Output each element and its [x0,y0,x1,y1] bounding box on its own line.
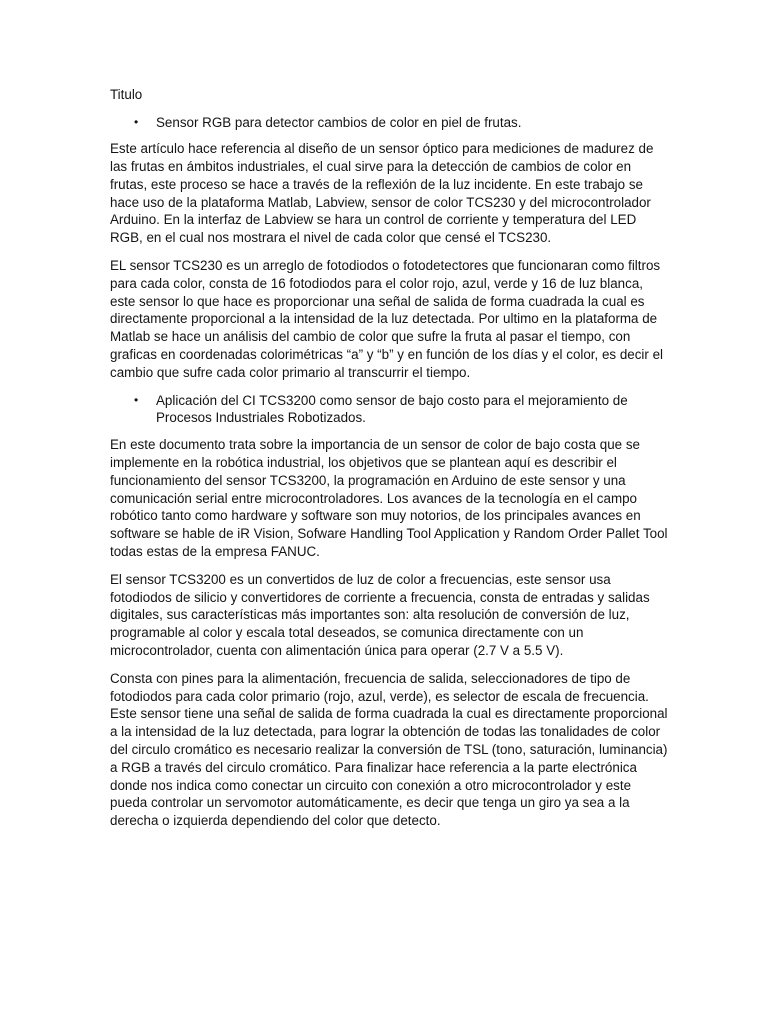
bullet-icon: • [134,114,139,129]
bullet-text-2: Aplicación del CI TCS3200 como sensor de bajo costo para el mejoramiento de Procesos Industriales Robotizados. [156,392,628,426]
bullet-text-1: Sensor RGB para detector cambios de color en piel de frutas. [156,114,522,130]
paragraph-2: EL sensor TCS230 es un arreglo de fotodiodos o fotodetectores que funcionaran como filtros para cada color, consta de 16 fotodiodos para el color rojo, azul, verde y 16 de luz blanca, este sensor lo que hace es proporcionar una señal de salida de forma cuadrada la cual es directamente proporcional a la intensidad de la luz detectada. Por ultimo en la plataforma de Matlab se hace un análisis del cambio de color que sufre la fruta al pasar el tiempo, con graficas en coordenadas colorimétricas “a” y “b” y en función de los días y el color, es decir el cambio que sufre cada color primario al transcurrir el tiempo. [110,258,663,380]
bullet-item-1 [110,114,668,132]
paragraph-1: Este artículo hace referencia al diseño de un sensor óptico para mediciones de madurez de las frutas en ámbitos industriales, el cual sirve para la detección de cambios de color en frutas, este proceso se hace a través de la reflexión de la luz incidente. En este trabajo se hace uso de la plataforma Matlab, Labview, sensor de color TCS230 y del microcontrolador Arduino. En la interfaz de Labview se hara un control de corriente y temperatura del LED RGB, en el cual nos mostrara el nivel de cada color que censé el TCS230. [110,141,654,246]
paragraph-3: En este documento trata sobre la importancia de un sensor de color de bajo costa que se implemente en la robótica industrial, los objetivos que se plantean aquí es describir el funcionamiento del sensor TCS3200, la programación en Arduino de este sensor y una comunicación serial entre microcontroladores. Los avances de la tecnología en el campo robótico tanto como hardware y software son muy notorios, de los principales avances en software se hable de iR Vision, Sofware Handling Tool Application y Random Order Pallet Tool todas estas de la empresa FANUC. [110,437,668,560]
bullet-item-2 [110,392,668,428]
paragraph-5: Consta con pines para la alimentación, frecuencia de salida, seleccionadores de tipo de fotodiodos para cada color primario (rojo, azul, verde), es selector de escala de frecuencia. Este sensor tiene una señal de salida de forma cuadrada la cual es directamente proporcional a la intensidad de la luz detectada, para lograr la obtención de todas las tonalidades de color del circulo cromático es necesario realizar la conversión de TSL (tono, saturación, luminancia) a RGB a través del circulo cromático. Para finalizar hace referencia a la parte electrónica donde nos indica como conectar un circuito con conexión a otro microcontrolador y este pueda controlar un servomotor automáticamente, es decir que tenga un giro ya sea a la derecha o izquierda dependiendo del color que detecto. [110,670,668,829]
bullet-icon: • [134,392,139,407]
paragraph-4: El sensor TCS3200 es un convertidos de luz de color a frecuencias, este sensor usa fotodiodos de silicio y convertidores de corriente a frecuencia, consta de entradas y salidas digitales, sus características más importantes son: alta resolución de conversión de luz, programable al color y escala total deseados, se comunica directamente con un microcontrolador, cuenta con alimentación única para operar (2.7 V a 5.5 V). [110,571,650,659]
document-title: Titulo [110,87,143,102]
